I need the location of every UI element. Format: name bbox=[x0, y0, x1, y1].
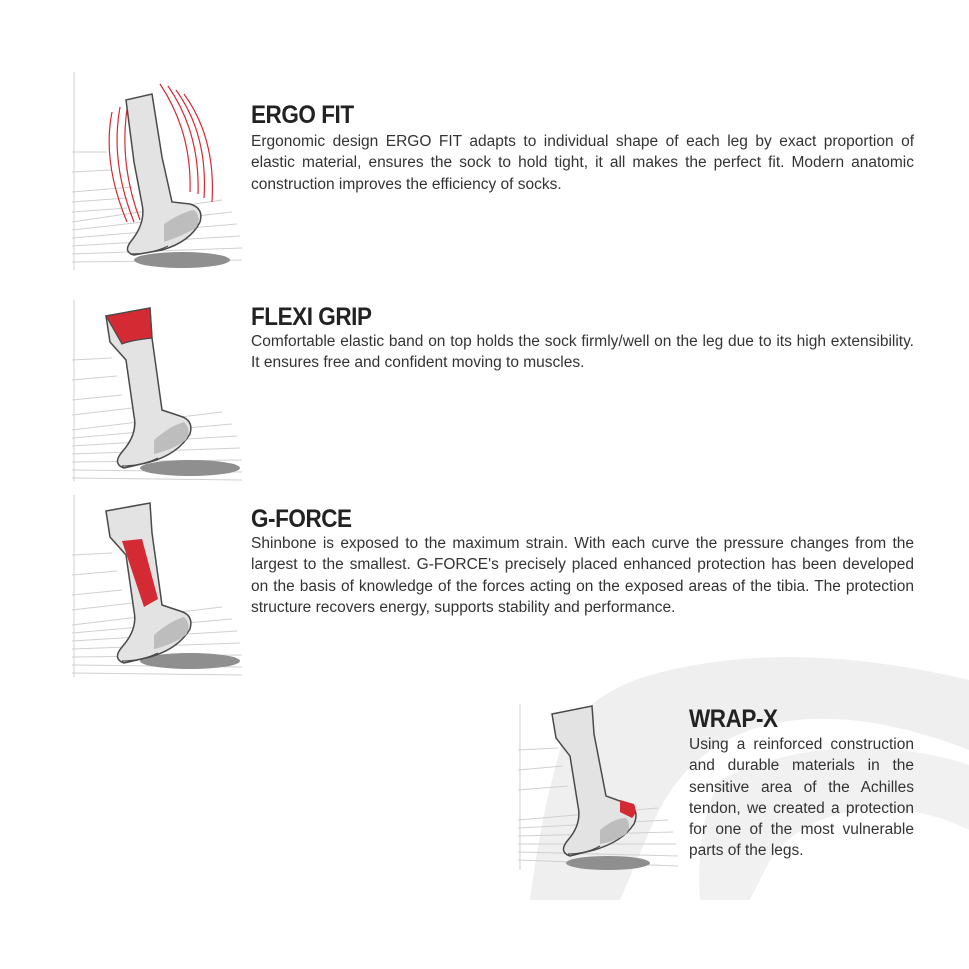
g-force-description: Shinbone is exposed to the maximum strain. With each curve the pressure changes from the largest to the smallest. G-FORCE's precisely placed enhanced protection has been developed on the basis of knowledge of the forces acting on the exposed areas of the tibia. The protection structure recovers energy, supports stability and performance. bbox=[251, 535, 914, 616]
flexi-grip-description: Comfortable elastic band on top holds the sock firmly/well on the leg due to its high extensibility. It ensures free and confident moving to muscles. bbox=[251, 333, 914, 372]
wrap-x-description: Using a reinforced construction and durable materials in the sensitive area of the Achilles tendon, we created a protection for one of the most vulnerable parts of the legs. bbox=[689, 736, 914, 860]
ergo-fit-title: ERGO FIT bbox=[251, 101, 354, 129]
wrap-x-title: WRAP-X bbox=[689, 705, 778, 733]
g-force-sock-icon bbox=[72, 495, 252, 680]
wrap-x-sock-icon bbox=[518, 700, 688, 880]
ergo-fit-sock-icon bbox=[72, 72, 252, 272]
flexi-grip-title: FLEXI GRIP bbox=[251, 303, 372, 331]
ergo-fit-description: Ergonomic design ERGO FIT adapts to individual shape of each leg by exact proportion of elastic material, ensures the sock to hold tight, it all makes the perfect fit. Modern anatomic construction improves the efficiency of socks. bbox=[251, 133, 914, 193]
flexi-grip-sock-icon bbox=[72, 300, 252, 485]
g-force-title: G-FORCE bbox=[251, 505, 352, 533]
